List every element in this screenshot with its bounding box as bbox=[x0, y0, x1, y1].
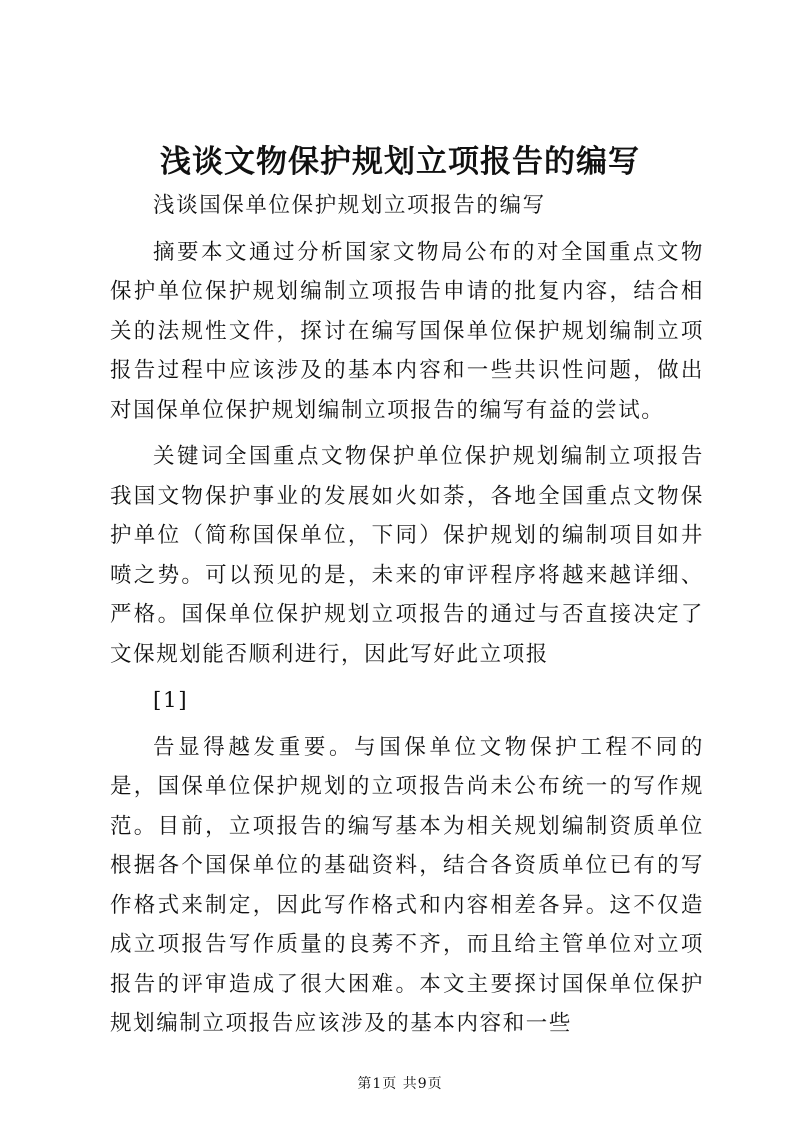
paragraph-abstract: 摘要本文通过分析国家文物局公布的对全国重点文物保护单位保护规划编制立项报告申请的批复内容，结合相关的法规性文件，探讨在编写国保单位保护规划编制立项报告过程中应该涉及的基本内容和一些共识性问题，做出对国保单位保护规划编制立项报告的编写有益的尝试。 bbox=[110, 239, 704, 423]
paragraph-subtitle: 浅谈国保单位保护规划立项报告的编写 bbox=[153, 193, 546, 218]
paragraph-body: 告显得越发重要。与国保单位文物保护工程不同的是，国保单位保护规划的立项报告尚未公布统一的写作规范。目前，立项报告的编写基本为相关规划编制资质单位根据各个国保单位的基础资料，结合各资质单位已有的写作格式来制定，因此写作格式和内容相差各异。这不仅造成立项报告写作质量的良莠不齐，而且给主管单位对立项报告的评审造成了很大困难。本文主要探讨国保单位保护规划编制立项报告应该涉及的基本内容和一些 bbox=[110, 734, 704, 1036]
document-body bbox=[110, 186, 704, 1051]
paragraph-reference-mark: [1] bbox=[153, 688, 189, 713]
page-footer: 第1页 共9页 bbox=[357, 1076, 443, 1092]
paragraph-keywords: 关键词全国重点文物保护单位保护规划编制立项报告我国文物保护事业的发展如火如荼，各地全国重点文物保护单位（简称国保单位，下同）保护规划的编制项目如井喷之势。可以预见的是，未来的审评程序将越来越详细、严格。国保单位保护规划立项报告的通过与否直接决定了文保规划能否顺利进行，因此写好此立项报 bbox=[110, 444, 704, 667]
document-title: 浅谈文物保护规划立项报告的编写 bbox=[160, 144, 640, 180]
